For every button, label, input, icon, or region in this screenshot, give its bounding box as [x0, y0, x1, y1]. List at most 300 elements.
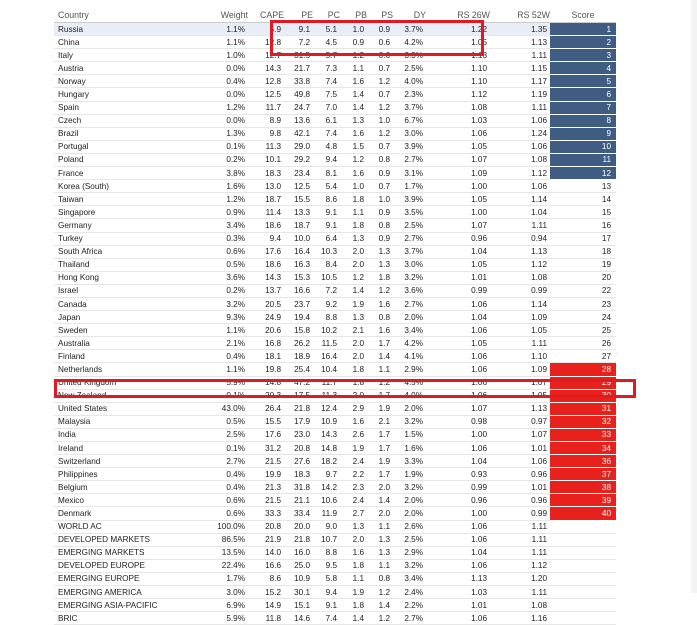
value-cell: 1.4: [340, 284, 367, 297]
table-row[interactable]: [54, 23, 616, 36]
value-cell: 29.2: [284, 153, 313, 166]
score-cell: 33: [550, 428, 616, 441]
value-cell: 12.8: [248, 36, 284, 49]
value-cell: 33.8: [284, 75, 313, 88]
score-cell: 28: [550, 363, 616, 376]
value-cell: 17.9: [284, 415, 313, 428]
value-cell: 21.5: [248, 455, 284, 468]
value-cell: 12.4: [313, 402, 340, 415]
table-row[interactable]: [54, 324, 616, 337]
value-cell: 20.8: [284, 442, 313, 455]
value-cell: 15.8: [284, 324, 313, 337]
value-cell: 21.1: [284, 494, 313, 507]
value-cell: 1.08: [490, 599, 550, 612]
value-cell: 2.9%: [393, 363, 426, 376]
value-cell: 0.9: [367, 23, 393, 36]
value-cell: 1.6: [340, 167, 367, 180]
value-cell: 0.2%: [184, 284, 248, 297]
column-header[interactable]: PC: [313, 8, 340, 23]
value-cell: 1.00: [426, 507, 490, 520]
table-row[interactable]: [54, 193, 616, 206]
value-cell: 16.0: [284, 546, 313, 559]
table-row[interactable]: [54, 297, 616, 310]
value-cell: 1.11: [490, 586, 550, 599]
value-cell: 2.4%: [393, 586, 426, 599]
table-row[interactable]: [54, 442, 616, 455]
table-row[interactable]: [54, 62, 616, 75]
value-cell: 2.0%: [393, 402, 426, 415]
value-cell: 1.3: [340, 232, 367, 245]
column-header[interactable]: PB: [340, 8, 367, 23]
value-cell: 1.5%: [393, 428, 426, 441]
column-header[interactable]: PS: [367, 8, 393, 23]
score-cell: 25: [550, 324, 616, 337]
table-row[interactable]: [54, 586, 616, 599]
score-cell: 15: [550, 206, 616, 219]
value-cell: 1.9%: [393, 468, 426, 481]
table-row[interactable]: [54, 468, 616, 481]
value-cell: 1.0: [340, 23, 367, 36]
value-cell: 14.0: [248, 546, 284, 559]
score-cell: 13: [550, 180, 616, 193]
value-cell: 3.2%: [393, 481, 426, 494]
column-header[interactable]: Weight: [184, 8, 248, 23]
value-cell: 0.0%: [184, 88, 248, 101]
value-cell: 14.8: [313, 442, 340, 455]
table-row[interactable]: [54, 232, 616, 245]
value-cell: 16.4: [313, 350, 340, 363]
value-cell: 11.9: [313, 507, 340, 520]
value-cell: 23.0: [284, 428, 313, 441]
value-cell: 14.8: [248, 376, 284, 389]
table-row[interactable]: [54, 245, 616, 258]
value-cell: 33.3: [248, 507, 284, 520]
value-cell: 7.4: [313, 127, 340, 140]
value-cell: 1.9: [340, 297, 367, 310]
country-cell: DEVELOPED EUROPE: [54, 559, 184, 572]
value-cell: 1.05: [426, 337, 490, 350]
country-cell: Hungary: [54, 88, 184, 101]
value-cell: 0.99: [490, 284, 550, 297]
value-cell: 19.4: [284, 311, 313, 324]
value-cell: 12.5: [284, 180, 313, 193]
value-cell: 1.8: [340, 599, 367, 612]
value-cell: 1.06: [426, 612, 490, 625]
value-cell: 1.6: [367, 297, 393, 310]
value-cell: 12.7: [248, 49, 284, 62]
country-cell: Taiwan: [54, 193, 184, 206]
table-row[interactable]: [54, 363, 616, 376]
value-cell: 2.7%: [393, 297, 426, 310]
value-cell: 1.06: [426, 442, 490, 455]
value-cell: 1.09: [426, 167, 490, 180]
score-cell: 5: [550, 75, 616, 88]
score-cell: [550, 586, 616, 599]
value-cell: 0.96: [490, 494, 550, 507]
value-cell: 1.0%: [184, 49, 248, 62]
value-cell: 1.07: [490, 428, 550, 441]
country-cell: Turkey: [54, 232, 184, 245]
score-cell: 26: [550, 337, 616, 350]
value-cell: 3.2%: [184, 297, 248, 310]
value-cell: 18.7: [248, 193, 284, 206]
value-cell: 2.0: [340, 245, 367, 258]
table-row[interactable]: [54, 481, 616, 494]
value-cell: 5.9%: [184, 612, 248, 625]
scrollbar[interactable]: [691, 0, 697, 593]
score-cell: 18: [550, 245, 616, 258]
value-cell: 1.05: [426, 193, 490, 206]
value-cell: 1.2%: [184, 101, 248, 114]
value-cell: 1.1: [367, 520, 393, 533]
value-cell: 1.11: [490, 533, 550, 546]
value-cell: 42.1: [284, 127, 313, 140]
table-row[interactable]: [54, 402, 616, 415]
table-row[interactable]: [54, 533, 616, 546]
country-cell: South Africa: [54, 245, 184, 258]
value-cell: 3.3%: [393, 49, 426, 62]
value-cell: 2.1: [367, 415, 393, 428]
value-cell: 0.6: [367, 36, 393, 49]
column-header[interactable]: PE: [284, 8, 313, 23]
value-cell: 0.8: [367, 219, 393, 232]
value-cell: 1.3: [367, 546, 393, 559]
value-cell: 1.2: [367, 612, 393, 625]
value-cell: 4.0%: [393, 75, 426, 88]
score-cell: 31: [550, 402, 616, 415]
score-cell: 7: [550, 101, 616, 114]
value-cell: 12.5: [248, 88, 284, 101]
country-cell: Poland: [54, 153, 184, 166]
country-valuation-table: [54, 8, 616, 625]
value-cell: 0.0%: [184, 114, 248, 127]
value-cell: 18.3: [248, 167, 284, 180]
value-cell: 1.12: [490, 167, 550, 180]
score-cell: 17: [550, 232, 616, 245]
table-row[interactable]: [54, 127, 616, 140]
value-cell: 3.1%: [393, 167, 426, 180]
table-row[interactable]: [54, 180, 616, 193]
value-cell: 2.7: [340, 507, 367, 520]
value-cell: 4.0%: [393, 389, 426, 402]
value-cell: 1.05: [490, 389, 550, 402]
value-cell: 1.11: [490, 546, 550, 559]
country-cell: Czech: [54, 114, 184, 127]
table-row[interactable]: [54, 546, 616, 559]
score-cell: 3: [550, 49, 616, 62]
value-cell: 2.0%: [393, 494, 426, 507]
score-cell: 37: [550, 468, 616, 481]
value-cell: 1.3: [340, 114, 367, 127]
value-cell: 2.0: [340, 389, 367, 402]
country-cell: Canada: [54, 297, 184, 310]
value-cell: 1.07: [426, 153, 490, 166]
table-row[interactable]: [54, 507, 616, 520]
country-cell: Hong Kong: [54, 271, 184, 284]
value-cell: 15.5: [248, 415, 284, 428]
value-cell: 1.1: [367, 363, 393, 376]
value-cell: 6.7%: [393, 114, 426, 127]
value-cell: 3.6%: [393, 284, 426, 297]
value-cell: 2.0: [340, 350, 367, 363]
value-cell: 3.3%: [393, 455, 426, 468]
value-cell: 0.7: [367, 140, 393, 153]
value-cell: 17.6: [248, 428, 284, 441]
value-cell: 7.4: [313, 612, 340, 625]
score-cell: [550, 612, 616, 625]
value-cell: 10.4: [313, 363, 340, 376]
score-cell: 32: [550, 415, 616, 428]
table-row[interactable]: [54, 284, 616, 297]
value-cell: 2.7%: [393, 153, 426, 166]
value-cell: 0.2%: [184, 153, 248, 166]
value-cell: 2.0: [340, 533, 367, 546]
table-row[interactable]: [54, 520, 616, 533]
value-cell: 10.9: [284, 572, 313, 585]
value-cell: 1.24: [490, 127, 550, 140]
value-cell: 1.06: [426, 559, 490, 572]
value-cell: 1.12: [490, 559, 550, 572]
score-cell: 16: [550, 219, 616, 232]
value-cell: 1.00: [426, 180, 490, 193]
value-cell: 21.5: [248, 494, 284, 507]
score-cell: [550, 520, 616, 533]
value-cell: 1.2: [367, 127, 393, 140]
table-row[interactable]: [54, 559, 616, 572]
value-cell: 26.4: [248, 402, 284, 415]
country-cell: Germany: [54, 219, 184, 232]
table-row[interactable]: [54, 219, 616, 232]
value-cell: 2.3%: [393, 88, 426, 101]
value-cell: 9.1: [284, 23, 313, 36]
value-cell: 1.06: [426, 297, 490, 310]
value-cell: 10.1: [248, 153, 284, 166]
value-cell: 1.13: [426, 572, 490, 585]
value-cell: 9.4: [313, 153, 340, 166]
country-cell: EMERGING EUROPE: [54, 572, 184, 585]
value-cell: 1.9: [367, 402, 393, 415]
value-cell: 1.9: [367, 455, 393, 468]
value-cell: 14.3: [313, 428, 340, 441]
table-row[interactable]: [54, 271, 616, 284]
value-cell: 1.13: [490, 402, 550, 415]
value-cell: 1.1%: [184, 363, 248, 376]
header-row: [54, 8, 616, 23]
table-row[interactable]: [54, 88, 616, 101]
value-cell: 1.4: [340, 88, 367, 101]
score-cell: [550, 546, 616, 559]
value-cell: 14.3: [248, 271, 284, 284]
score-cell: [550, 533, 616, 546]
value-cell: 1.6: [340, 127, 367, 140]
value-cell: 7.3: [313, 62, 340, 75]
table-row[interactable]: [54, 428, 616, 441]
table-row[interactable]: [54, 350, 616, 363]
value-cell: 24.9: [248, 311, 284, 324]
value-cell: 1.2: [367, 284, 393, 297]
value-cell: 1.11: [490, 49, 550, 62]
table-row[interactable]: [54, 415, 616, 428]
table-row[interactable]: [54, 153, 616, 166]
table-row[interactable]: [54, 455, 616, 468]
country-cell: Portugal: [54, 140, 184, 153]
value-cell: 1.06: [426, 350, 490, 363]
value-cell: 1.03: [426, 586, 490, 599]
table-row[interactable]: [54, 572, 616, 585]
value-cell: 3.2%: [393, 415, 426, 428]
score-cell: 22: [550, 284, 616, 297]
value-cell: 0.3%: [184, 232, 248, 245]
value-cell: 24.7: [284, 101, 313, 114]
column-header[interactable]: Score: [550, 8, 616, 23]
table-row[interactable]: [54, 337, 616, 350]
value-cell: 1.08: [426, 101, 490, 114]
table-row[interactable]: [54, 494, 616, 507]
value-cell: 25.0: [284, 559, 313, 572]
table-row[interactable]: [54, 101, 616, 114]
value-cell: 1.2: [367, 376, 393, 389]
table-row[interactable]: [54, 49, 616, 62]
value-cell: 10.2: [313, 324, 340, 337]
column-header[interactable]: CAPE: [248, 8, 284, 23]
value-cell: 1.4: [367, 599, 393, 612]
value-cell: 1.04: [426, 311, 490, 324]
value-cell: 0.6%: [184, 507, 248, 520]
value-cell: 4.1%: [393, 350, 426, 363]
value-cell: 3.0%: [184, 586, 248, 599]
value-cell: 18.3: [284, 468, 313, 481]
score-cell: [550, 559, 616, 572]
value-cell: 31.2: [248, 442, 284, 455]
table-row[interactable]: [54, 389, 616, 402]
value-cell: 1.07: [490, 376, 550, 389]
value-cell: 18.2: [313, 455, 340, 468]
value-cell: 2.7%: [184, 455, 248, 468]
table-row[interactable]: [54, 36, 616, 49]
value-cell: 1.2: [367, 75, 393, 88]
value-cell: 14.3: [248, 62, 284, 75]
value-cell: 19.8: [248, 363, 284, 376]
value-cell: 15.1: [284, 599, 313, 612]
value-cell: 2.0%: [393, 507, 426, 520]
value-cell: 15.2: [248, 586, 284, 599]
value-cell: 3.4%: [393, 324, 426, 337]
value-cell: 1.9: [340, 586, 367, 599]
value-cell: 14.6: [284, 612, 313, 625]
table-row[interactable]: [54, 311, 616, 324]
table-row[interactable]: [54, 612, 616, 625]
value-cell: 2.6%: [393, 520, 426, 533]
country-cell: Spain: [54, 101, 184, 114]
value-cell: 18.7: [284, 219, 313, 232]
column-header[interactable]: RS 52W: [490, 8, 550, 23]
table-row[interactable]: [54, 75, 616, 88]
value-cell: 1.17: [490, 75, 550, 88]
country-cell: Finland: [54, 350, 184, 363]
value-cell: 31.8: [284, 481, 313, 494]
value-cell: 0.9: [367, 232, 393, 245]
country-cell: Thailand: [54, 258, 184, 271]
value-cell: 2.4: [340, 494, 367, 507]
country-cell: EMERGING MARKETS: [54, 546, 184, 559]
country-cell: Belgium: [54, 481, 184, 494]
value-cell: 1.4: [340, 101, 367, 114]
value-cell: 31.5: [284, 49, 313, 62]
value-cell: 14.9: [248, 599, 284, 612]
value-cell: 8.6: [313, 193, 340, 206]
value-cell: 4.2%: [393, 337, 426, 350]
value-cell: 5.4: [313, 180, 340, 193]
value-cell: 2.5%: [184, 428, 248, 441]
value-cell: 1.13: [426, 49, 490, 62]
value-cell: 13.0: [248, 180, 284, 193]
value-cell: 33.4: [284, 507, 313, 520]
table-row[interactable]: [54, 206, 616, 219]
table-row[interactable]: [54, 167, 616, 180]
table-row[interactable]: [54, 258, 616, 271]
value-cell: 16.8: [248, 337, 284, 350]
value-cell: 1.06: [426, 324, 490, 337]
value-cell: 18.6: [248, 258, 284, 271]
country-cell: United Kingdom: [54, 376, 184, 389]
value-cell: 21.9: [248, 533, 284, 546]
value-cell: 26.2: [284, 337, 313, 350]
value-cell: 0.93: [426, 468, 490, 481]
column-header[interactable]: DY: [393, 8, 426, 23]
value-cell: 7.0: [313, 101, 340, 114]
value-cell: 1.11: [490, 219, 550, 232]
value-cell: 1.10: [426, 75, 490, 88]
country-cell: EMERGING AMERICA: [54, 586, 184, 599]
value-cell: 0.98: [426, 415, 490, 428]
value-cell: 0.8: [367, 311, 393, 324]
value-cell: 3.0%: [393, 127, 426, 140]
score-cell: 27: [550, 350, 616, 363]
value-cell: 1.06: [426, 376, 490, 389]
value-cell: 16.4: [284, 245, 313, 258]
value-cell: 7.4: [313, 75, 340, 88]
value-cell: 1.1: [340, 572, 367, 585]
value-cell: 0.99: [426, 481, 490, 494]
country-cell: Italy: [54, 49, 184, 62]
table-row[interactable]: [54, 140, 616, 153]
value-cell: 9.4: [313, 586, 340, 599]
table-row[interactable]: [54, 599, 616, 612]
column-header[interactable]: Country: [54, 8, 184, 23]
value-cell: 2.5%: [393, 533, 426, 546]
value-cell: 1.3: [340, 520, 367, 533]
country-cell: Switzerland: [54, 455, 184, 468]
table-row[interactable]: [54, 376, 616, 389]
value-cell: 1.5: [340, 140, 367, 153]
country-cell: France: [54, 167, 184, 180]
value-cell: 1.2: [340, 271, 367, 284]
value-cell: 3.7%: [393, 101, 426, 114]
value-cell: 1.14: [490, 193, 550, 206]
value-cell: 2.3: [340, 481, 367, 494]
value-cell: 5.1: [313, 23, 340, 36]
value-cell: 1.20: [490, 572, 550, 585]
value-cell: 20.5: [248, 297, 284, 310]
column-header[interactable]: RS 26W: [426, 8, 490, 23]
table-row[interactable]: [54, 114, 616, 127]
value-cell: 0.9: [340, 36, 367, 49]
value-cell: 1.01: [426, 271, 490, 284]
value-cell: 18.1: [248, 350, 284, 363]
value-cell: 8.8: [313, 311, 340, 324]
value-cell: 1.3: [367, 258, 393, 271]
value-cell: 1.3: [340, 311, 367, 324]
